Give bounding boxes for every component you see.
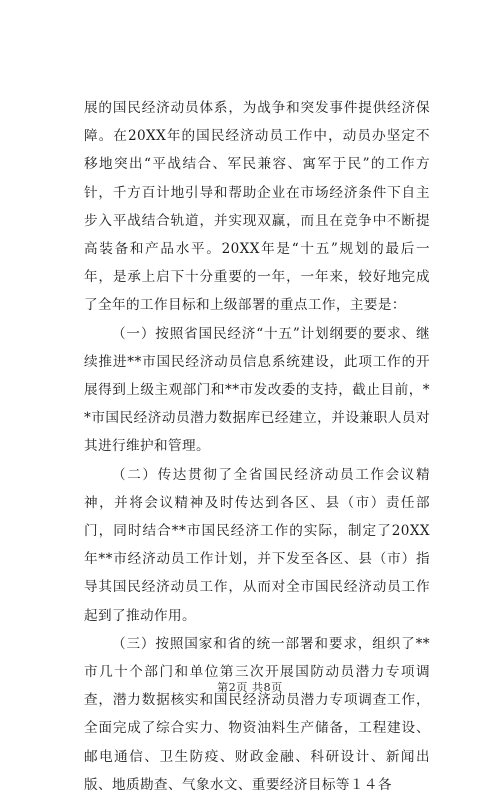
paragraph-item-2: （二）传达贯彻了全省国民经济动员工作会议精神，并将会议精神及时传达到各区、县（市）责任部门，同时结合**市国民经济工作的实际，制定了20XX年**市经济动员工作计划，并下发至各区、县（市）指导其国民经济动员工作，从而对全市国民经济动员工作起到了推动作用。 bbox=[84, 466, 430, 624]
paragraph-intro-continued: 展的国民经济动员体系，为战争和突发事件提供经济保障。在20XX年的国民经济动员工作中，动员办坚定不移地突出“平战结合、军民兼容、寓军于民”的工作方针，千方百计地引导和帮助企业在市场经济条件下自主步入平战结合轨道，并实现双赢，而且在竞争中不断提高装备和产品水平。20XX年是“十五”规划的最后一年，是承上启下十分重要的一年，一年来，较好地完成了全年的工作目标和上级部署的重点工作，主要是： bbox=[84, 100, 430, 314]
page-number-footer: 第2页 共8页 bbox=[217, 681, 283, 694]
paragraph-item-1: （一）按照省国民经济“十五”计划纲要的要求、继续推进**市国民经济动员信息系统建设，此项工作的开展得到上级主观部门和**市发改委的支持，截止目前，**市国民经济动员潜力数据库已经建立，并设兼职人员对其进行维护和管理。 bbox=[84, 325, 430, 455]
paragraph-item-3: （三）按照国家和省的统一部署和要求，组织了**市几十个部门和单位第三次开展国防动员潜力专项调查，潜力数据核实和国民经济动员潜力专项调查工作，全面完成了综合实力、物资油料生产储备，工程建设、邮电通信、卫生防疫、财政金融、科研设计、新闻出版、地质勘查、气象水文、重要经济目标等１４各 bbox=[84, 635, 430, 793]
